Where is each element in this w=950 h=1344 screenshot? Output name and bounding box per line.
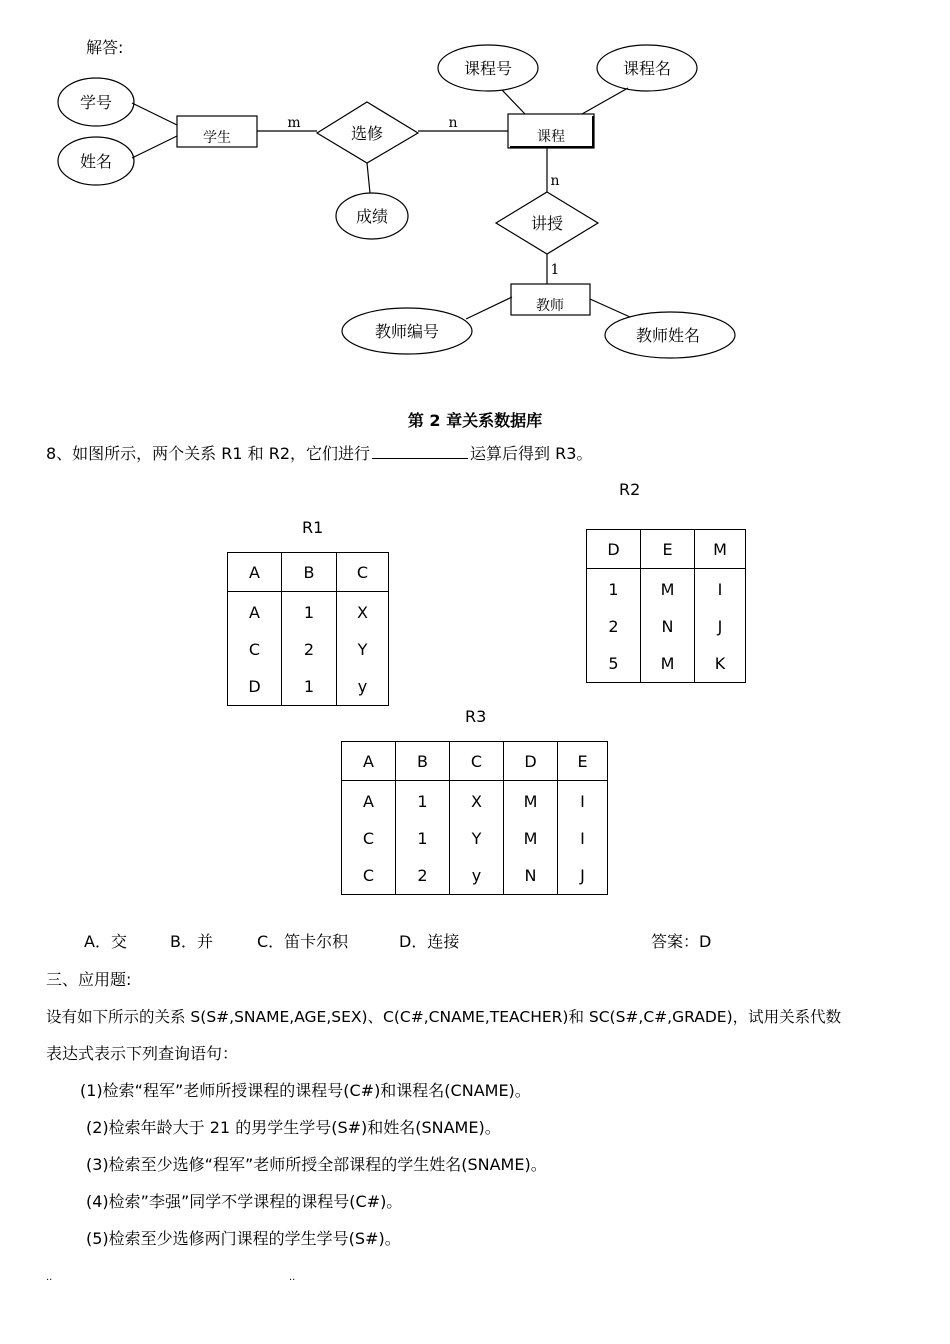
attr-course-no-label: 课程号 bbox=[463, 59, 513, 78]
table-cell: C bbox=[248, 640, 261, 659]
table-cell: M bbox=[641, 645, 695, 683]
cardinality-enroll-course: n bbox=[448, 115, 458, 131]
section-3-intro: 设有如下所示的关系 S(S#,SNAME,AGE,SEX)、C(C#,CNAME,TEACHER)和 SC(S#,C#,GRADE)，试用关系代数 bbox=[46, 1008, 842, 1026]
cardinality-teach-teacher: 1 bbox=[550, 262, 560, 278]
attr-grade-label: 成绩 bbox=[355, 207, 389, 226]
table-row bbox=[587, 569, 746, 609]
table-row bbox=[228, 631, 389, 668]
option-a: A．交 bbox=[84, 932, 127, 951]
entity-student-label: 学生 bbox=[203, 130, 231, 146]
table-cell: y bbox=[450, 857, 504, 895]
footer-mark: .. bbox=[46, 1272, 53, 1283]
table-cell: C bbox=[362, 866, 375, 885]
r2-title: R2 bbox=[619, 480, 641, 499]
entity-teacher-label: 教师 bbox=[536, 298, 564, 314]
r3-header: B bbox=[396, 742, 450, 781]
r2-header: D bbox=[587, 530, 641, 569]
table-cell: y bbox=[337, 668, 389, 706]
r1-header: B bbox=[282, 553, 337, 592]
table-cell: X bbox=[450, 781, 504, 821]
connector-course-name bbox=[582, 88, 628, 114]
attr-teacher-name-label: 教师姓名 bbox=[635, 326, 701, 345]
table-row bbox=[342, 820, 608, 857]
table-r3 bbox=[341, 741, 608, 895]
table-cell: K bbox=[695, 645, 746, 683]
table-row bbox=[228, 668, 389, 706]
r3-header: C bbox=[450, 742, 504, 781]
table-cell: X bbox=[337, 592, 389, 632]
option-b: B．并 bbox=[170, 932, 213, 951]
answer-text: 答案：D bbox=[651, 932, 712, 951]
table-cell: 5 bbox=[608, 654, 619, 673]
table-cell: 1 bbox=[282, 668, 337, 706]
option-c: C．笛卡尔积 bbox=[257, 932, 349, 951]
table-cell: A bbox=[363, 792, 374, 811]
question-8-text-end: 运算后得到 R3。 bbox=[470, 444, 593, 463]
er-diagram bbox=[0, 0, 950, 370]
section-3-intro-cont: 表达式表示下列查询语句： bbox=[46, 1044, 239, 1063]
table-cell: M bbox=[641, 569, 695, 609]
attr-teacher-no-label: 教师编号 bbox=[374, 322, 440, 341]
footer-mark: .. bbox=[289, 1272, 296, 1283]
connector-student-no bbox=[132, 103, 177, 125]
table-cell: 2 bbox=[396, 857, 450, 895]
table-row bbox=[587, 608, 746, 645]
table-cell: 1 bbox=[608, 580, 619, 599]
query-item: (4)检索”李强”同学不学课程的课程号(C#)。 bbox=[86, 1192, 403, 1211]
table-row bbox=[342, 781, 608, 821]
table-cell: I bbox=[558, 820, 608, 857]
cardinality-student-enroll: m bbox=[287, 115, 301, 131]
query-item: (2)检索年龄大于 21 的男学生学号(S#)和姓名(SNAME)。 bbox=[86, 1118, 501, 1137]
entity-course-label: 课程 bbox=[537, 129, 565, 145]
connector-course-no bbox=[502, 90, 525, 114]
r1-header: A bbox=[228, 553, 282, 592]
cardinality-course-teach: n bbox=[550, 173, 560, 189]
table-cell: 2 bbox=[608, 617, 619, 636]
table-cell: D bbox=[248, 677, 261, 696]
table-cell: I bbox=[558, 781, 608, 821]
table-cell: 1 bbox=[282, 592, 337, 632]
table-cell: M bbox=[504, 781, 558, 821]
connector-teacher-name bbox=[590, 299, 630, 317]
r3-header: A bbox=[342, 742, 396, 781]
chapter-title: 第 2 章关系数据库 bbox=[407, 411, 543, 430]
option-d: D．连接 bbox=[399, 932, 460, 951]
attr-course-name-label: 课程名 bbox=[622, 59, 672, 78]
attr-student-no-label: 学号 bbox=[79, 93, 113, 112]
table-cell: J bbox=[558, 857, 608, 895]
table-cell: J bbox=[695, 608, 746, 645]
table-cell: I bbox=[695, 569, 746, 609]
table-cell: Y bbox=[337, 631, 389, 668]
query-item: (3)检索至少选修“程军”老师所授全部课程的学生姓名(SNAME)。 bbox=[86, 1155, 547, 1174]
query-item: (1)检索“程军”老师所授课程的课程号(C#)和课程名(CNAME)。 bbox=[80, 1081, 531, 1100]
table-cell: N bbox=[504, 857, 558, 895]
table-cell: 1 bbox=[396, 820, 450, 857]
section-3-title: 三、应用题: bbox=[46, 970, 132, 989]
query-item: (5)检索至少选修两门课程的学生学号(S#)。 bbox=[86, 1229, 401, 1248]
answer-heading: 解答: bbox=[86, 38, 124, 57]
table-cell: A bbox=[249, 603, 260, 622]
r3-title: R3 bbox=[465, 707, 487, 726]
table-row bbox=[342, 857, 608, 895]
table-cell: 2 bbox=[282, 631, 337, 668]
table-r2 bbox=[586, 529, 746, 683]
r1-title: R1 bbox=[302, 518, 324, 537]
r3-header: D bbox=[504, 742, 558, 781]
table-r1 bbox=[227, 552, 389, 706]
r2-header: M bbox=[695, 530, 746, 569]
attr-student-name-label: 姓名 bbox=[79, 152, 113, 171]
table-cell: N bbox=[641, 608, 695, 645]
table-cell: 1 bbox=[396, 781, 450, 821]
r1-header: C bbox=[337, 553, 389, 592]
r2-header: E bbox=[641, 530, 695, 569]
connector-student-name bbox=[132, 136, 177, 158]
question-8-text: 8、如图所示，两个关系 R1 和 R2，它们进行 bbox=[46, 444, 371, 463]
connector-teacher-no bbox=[466, 297, 512, 319]
answer-blank bbox=[372, 442, 468, 459]
question-8 bbox=[46, 442, 592, 464]
relationship-enroll-label: 选修 bbox=[350, 124, 384, 143]
table-row bbox=[587, 645, 746, 683]
table-cell: M bbox=[504, 820, 558, 857]
relationship-teach-label: 讲授 bbox=[530, 214, 564, 233]
table-row bbox=[228, 592, 389, 632]
connector-enroll-grade bbox=[367, 163, 370, 193]
table-cell: Y bbox=[450, 820, 504, 857]
table-cell: C bbox=[362, 829, 375, 848]
r3-header: E bbox=[558, 742, 608, 781]
